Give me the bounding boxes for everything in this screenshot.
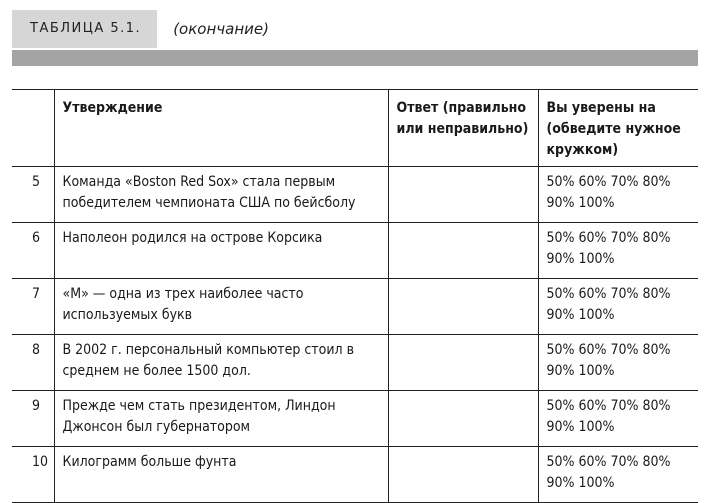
confidence-options-line2[interactable]: 90% 100%	[546, 475, 615, 491]
row-number: 6	[12, 223, 54, 279]
row-confidence[interactable]	[538, 279, 698, 335]
table-caption-subtitle: (окончание)	[173, 20, 269, 38]
row-confidence[interactable]	[538, 335, 698, 391]
row-number: 7	[12, 279, 54, 335]
row-number: 8	[12, 335, 54, 391]
row-number: 5	[12, 167, 54, 223]
header-confidence: Вы уверены на (обведите нужное кружком)	[538, 90, 698, 167]
confidence-options-line2[interactable]: 90% 100%	[546, 195, 615, 211]
table-row	[12, 279, 698, 335]
caption-rule-bar	[12, 50, 698, 66]
row-confidence[interactable]	[538, 447, 698, 503]
row-statement: Килограмм больше фунта	[54, 447, 388, 503]
row-statement: Прежде чем стать президентом, Линдон Джонсон был губернатором	[54, 391, 388, 447]
confidence-options-line2[interactable]: 90% 100%	[546, 307, 615, 323]
row-answer-cell[interactable]	[388, 223, 538, 279]
header-answer: Ответ (правильно или неправильно)	[388, 90, 538, 167]
confidence-options-line1[interactable]: 50% 60% 70% 80%	[546, 174, 671, 190]
row-answer-cell[interactable]	[388, 335, 538, 391]
header-number	[12, 90, 54, 167]
row-answer-cell[interactable]	[388, 391, 538, 447]
confidence-options-line1[interactable]: 50% 60% 70% 80%	[546, 342, 671, 358]
table-caption	[12, 10, 269, 48]
confidence-options-line1[interactable]: 50% 60% 70% 80%	[546, 454, 671, 470]
row-answer-cell[interactable]	[388, 447, 538, 503]
row-statement: «М» — одна из трех наиболее часто используемых букв	[54, 279, 388, 335]
confidence-options-line2[interactable]: 90% 100%	[546, 363, 615, 379]
row-confidence[interactable]	[538, 391, 698, 447]
row-confidence[interactable]	[538, 167, 698, 223]
table-header-row	[12, 90, 698, 167]
row-statement: Наполеон родился на острове Корсика	[54, 223, 388, 279]
table-caption-label: ТАБЛИЦА 5.1.	[12, 10, 157, 48]
header-statement: Утверждение	[54, 90, 388, 167]
confidence-options-line1[interactable]: 50% 60% 70% 80%	[546, 230, 671, 246]
table-row	[12, 167, 698, 223]
table-row	[12, 391, 698, 447]
table-row	[12, 335, 698, 391]
confidence-options-line2[interactable]: 90% 100%	[546, 251, 615, 267]
confidence-options-line1[interactable]: 50% 60% 70% 80%	[546, 286, 671, 302]
confidence-options-line2[interactable]: 90% 100%	[546, 419, 615, 435]
row-number: 10	[12, 447, 54, 503]
row-answer-cell[interactable]	[388, 279, 538, 335]
row-statement: В 2002 г. персональный компьютер стоил в среднем не более 1500 дол.	[54, 335, 388, 391]
quiz-table	[12, 89, 698, 503]
row-number: 9	[12, 391, 54, 447]
table-row	[12, 223, 698, 279]
table-row	[12, 447, 698, 503]
row-statement: Команда «Boston Red Sox» стала первым победителем чемпионата США по бейсболу	[54, 167, 388, 223]
row-answer-cell[interactable]	[388, 167, 538, 223]
row-confidence[interactable]	[538, 223, 698, 279]
confidence-options-line1[interactable]: 50% 60% 70% 80%	[546, 398, 671, 414]
